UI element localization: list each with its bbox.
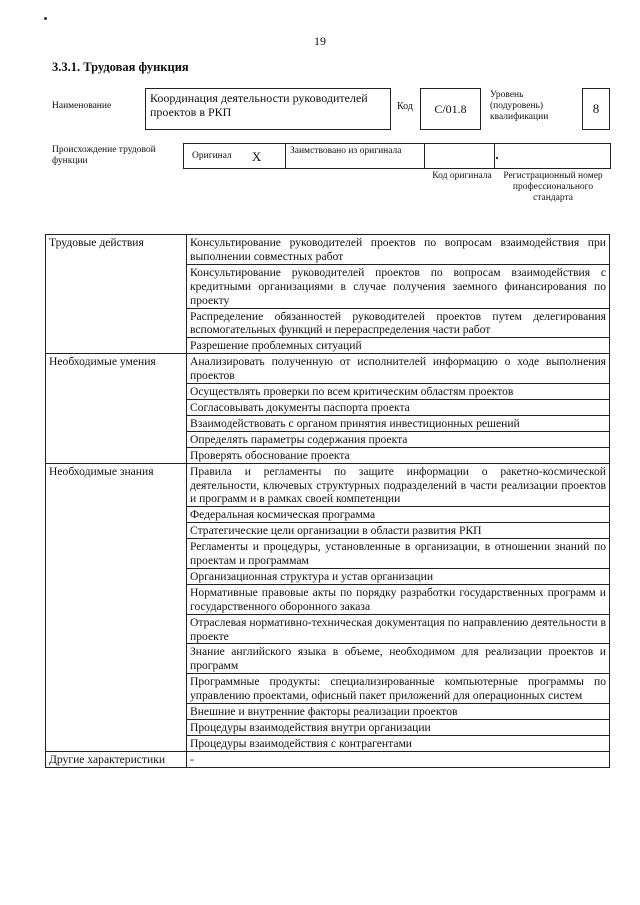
requirement-item: Процедуры взаимодействия с контрагентами xyxy=(187,735,610,751)
category-label: Необходимые знания xyxy=(46,463,187,751)
reg-number-label: Регистрационный номер профессионального стандарта xyxy=(503,171,603,203)
requirement-item: Федеральная космическая программа xyxy=(187,507,610,523)
requirement-item: Согласовывать документы паспорта проекта xyxy=(187,399,610,415)
function-title: Координация деятельности руководителей проектов в РКП xyxy=(145,88,391,130)
requirement-item: Нормативные правовые акты по порядку разработки государственных программ и государственного оборонного заказа xyxy=(187,584,610,614)
requirement-item: Процедуры взаимодействия внутри организации xyxy=(187,720,610,736)
section-title: 3.3.1. Трудовая функция xyxy=(52,60,189,74)
requirement-item: Распределение обязанностей руководителей проектов путем делегирования вспомогательных функций и перераспределения части работ xyxy=(187,308,610,338)
requirement-item: Определять параметры содержания проекта xyxy=(187,431,610,447)
page-number: 19 xyxy=(314,34,326,48)
requirement-item: Знание английского языка в объеме, необходимом для реализации проектов и программ xyxy=(187,644,610,674)
requirement-item: Организационная структура и устав организации xyxy=(187,568,610,584)
qualification-level-value: 8 xyxy=(582,88,610,130)
function-code: C/01.8 xyxy=(420,88,481,130)
origin-label: Происхождение трудовой функции xyxy=(52,145,156,166)
code-original-label: Код оригинала xyxy=(432,171,492,181)
borrowed-label: Заимствовано из оригинала xyxy=(286,144,425,168)
requirement-item: Регламенты и процедуры, установленные в организации, в отношении знаний по проектам и программам xyxy=(187,539,610,569)
table-row xyxy=(46,354,610,384)
category-label: Необходимые умения xyxy=(46,354,187,463)
scan-speck xyxy=(496,157,498,159)
requirement-item: Консультирование руководителей проектов по вопросам взаимодействия с кредитными организациями в случае получения заемного финансирования по проекту xyxy=(187,264,610,308)
original-label: Оригинал xyxy=(192,150,232,161)
function-table xyxy=(45,234,610,768)
origin-row xyxy=(183,143,611,169)
requirement-item: Проверять обоснование проекта xyxy=(187,447,610,463)
requirement-item: - xyxy=(187,751,610,767)
reg-number-cell xyxy=(495,144,610,168)
category-label: Трудовые действия xyxy=(46,235,187,354)
requirement-item: Отраслевая нормативно-техническая документация по направлению деятельности в проекте xyxy=(187,614,610,644)
requirement-item: Правила и регламенты по защите информации о ракетно-космической деятельности, ключевых структурных подразделений в части реализации проектов и программ и в рамках своей компетенции xyxy=(187,463,610,507)
requirement-item: Консультирование руководителей проектов по вопросам взаимодействия при выполнении совместных работ xyxy=(187,235,610,265)
requirement-item: Осуществлять проверки по всем критическим областям проектов xyxy=(187,384,610,400)
requirement-item: Стратегические цели организации в области развития РКП xyxy=(187,523,610,539)
name-label: Наименование xyxy=(52,101,112,111)
requirement-item: Программные продукты: специализированные компьютерные программы по управлению проектами, офисный пакет приложений для операционных систем xyxy=(187,674,610,704)
table-row xyxy=(46,463,610,507)
requirement-item: Анализировать полученную от исполнителей информацию о ходе выполнения проектов xyxy=(187,354,610,384)
requirement-item: Взаимодействовать с органом принятия инвестиционных решений xyxy=(187,415,610,431)
scan-speck xyxy=(44,17,47,20)
requirement-item: Разрешение проблемных ситуаций xyxy=(187,338,610,354)
qualification-level-label: Уровень (подуровень) квалификации xyxy=(490,90,549,122)
code-label: Код xyxy=(397,101,413,112)
origin-original-cell xyxy=(184,144,286,168)
table-row xyxy=(46,751,610,767)
category-label: Другие характеристики xyxy=(46,751,187,767)
original-mark: X xyxy=(251,148,262,164)
table-row xyxy=(46,235,610,265)
requirement-item: Внешние и внутренние факторы реализации проектов xyxy=(187,704,610,720)
code-original-cell xyxy=(425,144,495,168)
